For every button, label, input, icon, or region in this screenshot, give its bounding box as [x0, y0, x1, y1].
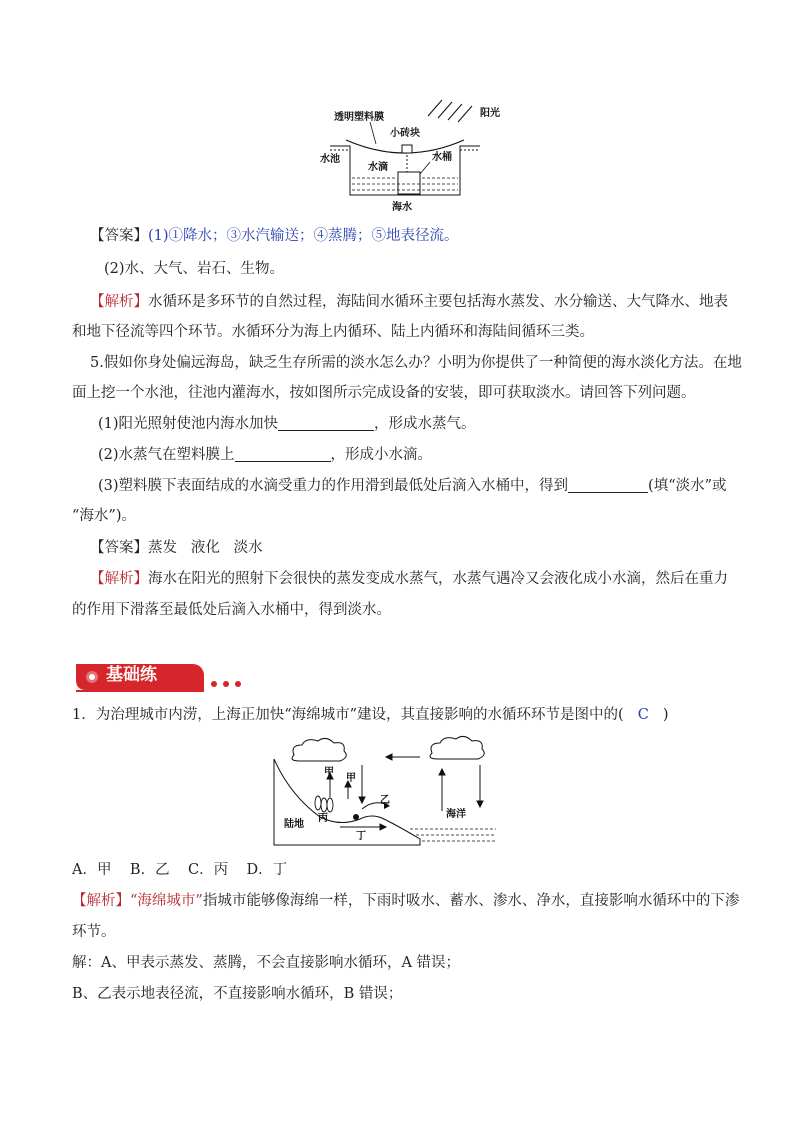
analysis-text: 水循环是多环节的自然过程，海陆间水循环主要包括海水蒸发、水分输送、大气降水、地表: [148, 294, 728, 310]
droplet-label: 水滴: [368, 162, 388, 173]
blank-field-2[interactable]: [235, 447, 331, 462]
answer-line-2: (2)水、大气、岩石、生物。: [104, 261, 285, 277]
question1-answer: C: [637, 707, 649, 723]
answer-text: (1)①降水；③水汽输送；④蒸腾；⑤地表径流。: [148, 228, 459, 244]
analysis-q1-line4: B、乙表示地表径流，不直接影响水循环，B 错误；: [72, 986, 403, 1002]
question5-part3: (3)塑料膜下表面结成的水滴受重力的作用滑到最低处后滴入水桶中，得到 (填“淡水”或: [98, 478, 727, 494]
analysis-tag: 【解析】: [90, 294, 148, 310]
analysis-text: 海水在阳光的照射下会很快的蒸发变成水蒸气，水蒸气遇冷又会液化成小水滴，然后在重力: [148, 571, 728, 587]
question1-options: A．甲 B．乙 C．丙 D．丁: [72, 862, 288, 878]
small-stone-label: 小砖块: [390, 128, 420, 139]
label-land: 陆地: [284, 819, 304, 830]
blank-field-1[interactable]: [278, 416, 374, 431]
label-ding: 丁: [356, 831, 366, 842]
pool-label: 水池: [320, 154, 340, 165]
sunlight-label: 阳光: [480, 108, 500, 119]
ellipsis-dots-icon: [211, 681, 241, 687]
sunlight-rays-icon: [428, 100, 472, 122]
label-bing: 丙: [318, 813, 328, 824]
answer-text: 蒸发 液化 淡水: [148, 540, 263, 556]
analysis-q1-line3: 解：A、甲表示蒸发、蒸腾，不会直接影响水循环，A 错误；: [72, 955, 461, 971]
blank-field-3[interactable]: [568, 478, 648, 493]
analysis-block-q1: [72, 891, 739, 911]
cloud-icon: [292, 738, 346, 761]
answer-tag: 【答案】: [90, 228, 148, 244]
question5-part3-line2: “海水”)。: [72, 508, 136, 524]
analysis-q1-line2: 环节。: [72, 924, 116, 940]
question5-part2: (2)水蒸气在塑料膜上 ，形成小水滴。: [98, 447, 433, 463]
analysis-text: 指城市能够像海绵一样，下雨时吸水、蓄水、渗水、净水，直接影响水循环中的下渗: [202, 893, 740, 909]
section-title: 基础练: [106, 665, 157, 685]
label-ocean: 海洋: [446, 809, 466, 820]
small-stone-shape: [402, 145, 412, 153]
label-yi: 乙: [380, 795, 390, 806]
question1-stem: 1．为治理城市内涝，上海正加快“海绵城市”建设，其直接影响的水循环环节是图中的( C ): [72, 707, 669, 723]
analysis-quoted: “海绵城市”: [130, 893, 203, 909]
answer-block-5: [90, 538, 263, 558]
question5-part1: (1)阳光照射使池内海水加快 ，形成水蒸气。: [98, 416, 476, 432]
desalination-diagram: [320, 100, 510, 218]
plastic-film-label: 透明塑料膜: [334, 112, 384, 123]
answer-tag: 【答案】: [90, 540, 148, 556]
label-jia-upper: 甲: [324, 767, 334, 778]
analysis-block-5: [90, 569, 728, 589]
analysis-line-2: 和地下径流等四个环节。水循环分为海上内循环、陆上内循环和海陆间循环三类。: [72, 324, 594, 340]
analysis-block-1: [90, 292, 728, 312]
answer-block-1: [90, 226, 459, 246]
analysis-line-2: 的作用下滑落至最低处后滴入水桶中，得到淡水。: [72, 602, 391, 618]
bucket-label: 水桶: [432, 152, 452, 163]
bucket-shape: [398, 172, 420, 194]
analysis-tag: 【解析】: [72, 893, 130, 909]
section-banner: [72, 660, 256, 694]
question5-stem-line1: 5.假如你身处偏远海岛，缺乏生存所需的淡水怎么办？小明为你提供了一种简便的海水淡化方法。在地: [90, 355, 742, 371]
question5-stem-line2: 面上挖一个水池，往池内灌海水，按如图所示完成设备的安装，即可获取淡水。请回答下列问题。: [72, 385, 696, 401]
water-cycle-diagram: [270, 735, 500, 847]
analysis-tag: 【解析】: [90, 571, 148, 587]
seawater-label: 海水: [392, 202, 412, 213]
label-jia: 甲: [346, 773, 356, 784]
cloud-icon: [430, 736, 484, 759]
